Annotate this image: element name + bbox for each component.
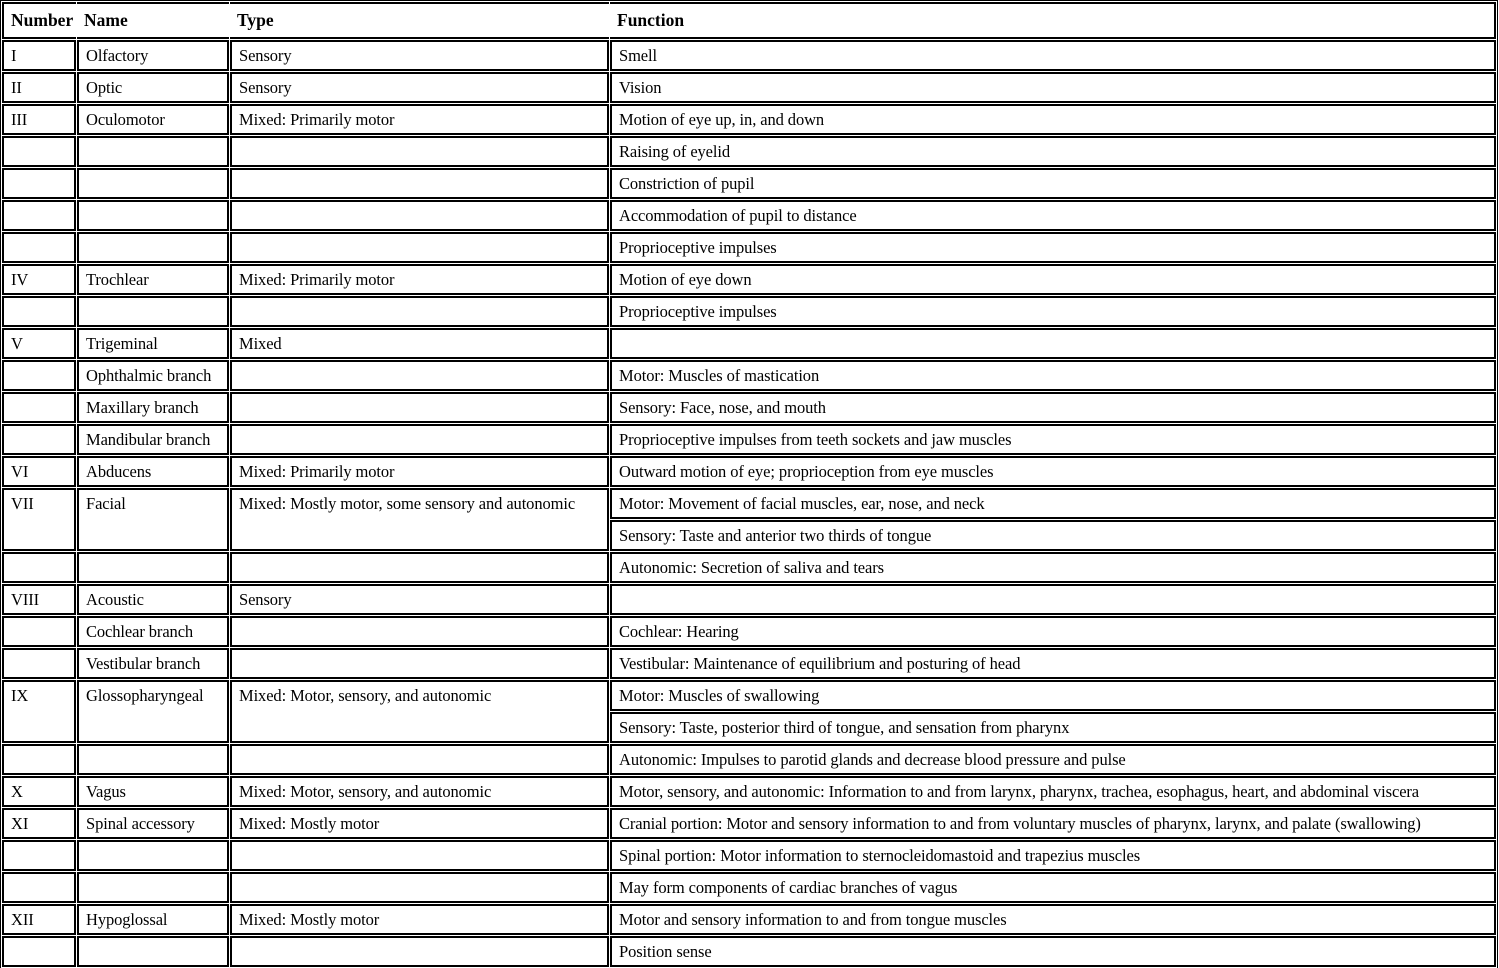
cell-number [2,360,76,391]
header-cell-function: Function [610,2,1496,39]
cell-type: Mixed: Primarily motor [230,264,609,295]
table-row [2,936,1496,967]
cell-number [2,936,76,967]
cell-type: Sensory [230,72,609,103]
table-body [2,40,1496,967]
cell-function: Accommodation of pupil to distance [610,200,1496,231]
cell-name [77,232,229,263]
cell-number: III [2,104,76,135]
cell-number: VIII [2,584,76,615]
table-row [2,264,1496,295]
cell-name: Trochlear [77,264,229,295]
cell-number [2,648,76,679]
cell-type [230,616,609,647]
cell-function: Motor: Movement of facial muscles, ear, nose, and neck [610,488,1496,519]
table-row [2,840,1496,871]
table-row [2,328,1496,359]
cell-name: Facial [77,488,229,551]
cell-function: Vestibular: Maintenance of equilibrium and posturing of head [610,648,1496,679]
cell-type: Sensory [230,40,609,71]
cell-type [230,552,609,583]
cell-name: Mandibular branch [77,424,229,455]
table-row [2,232,1496,263]
table-row [2,200,1496,231]
table-row [2,40,1496,71]
cell-name: Oculomotor [77,104,229,135]
cell-type [230,744,609,775]
cell-function: Vision [610,72,1496,103]
cell-function [610,584,1496,615]
cell-type: Mixed: Primarily motor [230,104,609,135]
cell-function: Raising of eyelid [610,136,1496,167]
cell-name: Olfactory [77,40,229,71]
table-row [2,776,1496,807]
cell-number: XI [2,808,76,839]
cell-type [230,200,609,231]
cell-number [2,616,76,647]
cell-function: Motor, sensory, and autonomic: Information to and from larynx, pharynx, trachea, esophagus, heart, and abdominal viscera [610,776,1496,807]
cell-number: I [2,40,76,71]
cell-type [230,232,609,263]
cell-name: Maxillary branch [77,392,229,423]
cell-name: Trigeminal [77,328,229,359]
cell-name: Optic [77,72,229,103]
cell-name: Hypoglossal [77,904,229,935]
table-row [2,584,1496,615]
cell-number [2,424,76,455]
cell-number [2,392,76,423]
table-row [2,872,1496,903]
cell-type [230,648,609,679]
cell-number [2,552,76,583]
cell-number: IV [2,264,76,295]
cell-number [2,744,76,775]
header-cell-type: Type [230,2,609,39]
cell-function: Position sense [610,936,1496,967]
header-cell-number: Number [2,2,76,39]
cell-function: Sensory: Face, nose, and mouth [610,392,1496,423]
cell-name: Ophthalmic branch [77,360,229,391]
cell-name [77,136,229,167]
cell-function: Motor: Muscles of mastication [610,360,1496,391]
cell-type [230,936,609,967]
table-header [2,2,1496,39]
cell-function: Proprioceptive impulses [610,296,1496,327]
cell-function: Proprioceptive impulses [610,232,1496,263]
cell-name: Abducens [77,456,229,487]
table-row [2,648,1496,679]
cell-number [2,232,76,263]
cell-type [230,424,609,455]
table-row [2,72,1496,103]
cell-name [77,872,229,903]
cell-type: Sensory [230,584,609,615]
table-row [2,136,1496,167]
cell-number [2,840,76,871]
table-row [2,808,1496,839]
table-row [2,904,1496,935]
cell-number: V [2,328,76,359]
cell-function: Smell [610,40,1496,71]
cell-number: VII [2,488,76,551]
table-row [2,424,1496,455]
cell-type [230,296,609,327]
cell-type: Mixed: Mostly motor [230,904,609,935]
cell-type: Mixed: Mostly motor, some sensory and autonomic [230,488,609,551]
cell-type: Mixed: Motor, sensory, and autonomic [230,776,609,807]
cell-function: Sensory: Taste and anterior two thirds of tongue [610,520,1496,551]
cell-number [2,200,76,231]
cell-function: Cranial portion: Motor and sensory information to and from voluntary muscles of pharynx, larynx, and palate (swallowing) [610,808,1496,839]
cell-function [610,328,1496,359]
cell-name [77,296,229,327]
cell-number: VI [2,456,76,487]
cell-function: May form components of cardiac branches of vagus [610,872,1496,903]
table-row [2,744,1496,775]
table-row [2,104,1496,135]
cell-type: Mixed: Mostly motor [230,808,609,839]
cell-function: Constriction of pupil [610,168,1496,199]
cell-name: Glossopharyngeal [77,680,229,743]
cell-type: Mixed [230,328,609,359]
cell-function: Motion of eye up, in, and down [610,104,1496,135]
cell-number [2,168,76,199]
cell-type [230,840,609,871]
cell-function: Motion of eye down [610,264,1496,295]
cell-function: Sensory: Taste, posterior third of tongue, and sensation from pharynx [610,712,1496,743]
cell-function: Motor: Muscles of swallowing [610,680,1496,711]
header-cell-name: Name [77,2,229,39]
cell-number [2,872,76,903]
cell-name: Acoustic [77,584,229,615]
table-row [2,392,1496,423]
cell-type: Mixed: Primarily motor [230,456,609,487]
cell-name [77,552,229,583]
cell-number: IX [2,680,76,743]
cell-number [2,296,76,327]
cell-name [77,744,229,775]
cell-type [230,392,609,423]
cell-name: Vagus [77,776,229,807]
table-row [2,168,1496,199]
cell-name: Vestibular branch [77,648,229,679]
cell-function: Autonomic: Impulses to parotid glands and decrease blood pressure and pulse [610,744,1496,775]
cell-type [230,872,609,903]
cell-function: Outward motion of eye; proprioception from eye muscles [610,456,1496,487]
cell-number: X [2,776,76,807]
cell-type: Mixed: Motor, sensory, and autonomic [230,680,609,743]
cell-name [77,840,229,871]
cell-number: II [2,72,76,103]
cell-type [230,360,609,391]
cell-name [77,936,229,967]
cell-function: Spinal portion: Motor information to sternocleidomastoid and trapezius muscles [610,840,1496,871]
table-row [2,616,1496,647]
cell-name: Cochlear branch [77,616,229,647]
cell-function: Motor and sensory information to and from tongue muscles [610,904,1496,935]
cell-function: Autonomic: Secretion of saliva and tears [610,552,1496,583]
cell-type [230,136,609,167]
cell-name [77,200,229,231]
table-row [2,456,1496,487]
cell-function: Proprioceptive impulses from teeth sockets and jaw muscles [610,424,1496,455]
table-row [2,680,1496,711]
cell-name [77,168,229,199]
table-row [2,488,1496,519]
cell-number: XII [2,904,76,935]
table-row [2,360,1496,391]
cell-number [2,136,76,167]
table-row [2,296,1496,327]
cell-type [230,168,609,199]
table-row [2,552,1496,583]
cell-name: Spinal accessory [77,808,229,839]
header-row [2,2,1496,39]
cell-function: Cochlear: Hearing [610,616,1496,647]
